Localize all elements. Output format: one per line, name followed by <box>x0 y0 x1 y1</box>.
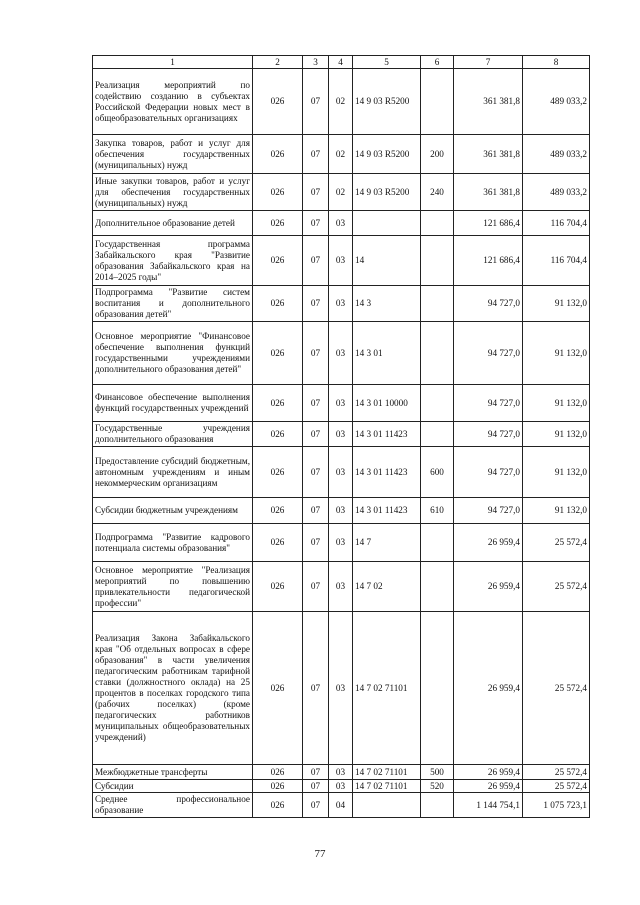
section-code: 07 <box>303 447 329 498</box>
row-name: Основное мероприятие "Реализация мероприятий по повышению привлекательности педагогической профессии" <box>93 562 253 612</box>
row-name: Субсидии <box>93 780 253 793</box>
row-name: Реализация мероприятий по содействию созданию в субъектах Российской Федерации новых мест в общеобразовательных организациях <box>93 69 253 135</box>
subsection-code: 03 <box>329 286 353 322</box>
row-name: Межбюджетные трансферты <box>93 765 253 780</box>
amount-year-2: 1 075 723,1 <box>523 793 590 818</box>
subsection-code: 03 <box>329 765 353 780</box>
table-row <box>93 236 590 286</box>
budget-table <box>92 55 590 818</box>
expense-type-code: 610 <box>421 498 454 524</box>
amount-year-2: 489 033,2 <box>523 135 590 174</box>
section-code: 07 <box>303 69 329 135</box>
target-article-code: 14 3 01 11423 <box>353 498 421 524</box>
expense-type-code: 600 <box>421 447 454 498</box>
expense-type-code <box>421 236 454 286</box>
target-article-code: 14 9 03 R5200 <box>353 69 421 135</box>
amount-year-2: 91 132,0 <box>523 286 590 322</box>
subsection-code: 02 <box>329 135 353 174</box>
subsection-code: 03 <box>329 385 353 422</box>
amount-year-2: 489 033,2 <box>523 174 590 211</box>
amount-year-1: 121 686,4 <box>454 211 523 236</box>
ministry-code: 026 <box>253 793 303 818</box>
table-row <box>93 562 590 612</box>
subsection-code: 03 <box>329 562 353 612</box>
target-article-code: 14 7 02 71101 <box>353 612 421 765</box>
ministry-code: 026 <box>253 322 303 385</box>
subsection-code: 02 <box>329 174 353 211</box>
amount-year-2: 91 132,0 <box>523 385 590 422</box>
expense-type-code: 520 <box>421 780 454 793</box>
amount-year-2: 116 704,4 <box>523 211 590 236</box>
section-code: 07 <box>303 322 329 385</box>
section-code: 07 <box>303 236 329 286</box>
target-article-code: 14 3 01 11423 <box>353 422 421 447</box>
amount-year-1: 94 727,0 <box>454 422 523 447</box>
amount-year-2: 91 132,0 <box>523 322 590 385</box>
amount-year-1: 26 959,4 <box>454 780 523 793</box>
subsection-code: 03 <box>329 524 353 562</box>
table-row <box>93 174 590 211</box>
section-code: 07 <box>303 562 329 612</box>
expense-type-code: 240 <box>421 174 454 211</box>
header-row <box>93 56 590 69</box>
ministry-code: 026 <box>253 562 303 612</box>
amount-year-2: 489 033,2 <box>523 69 590 135</box>
amount-year-1: 1 144 754,1 <box>454 793 523 818</box>
amount-year-2: 91 132,0 <box>523 422 590 447</box>
amount-year-1: 26 959,4 <box>454 562 523 612</box>
expense-type-code <box>421 211 454 236</box>
expense-type-code <box>421 524 454 562</box>
section-code: 07 <box>303 385 329 422</box>
row-name: Иные закупки товаров, работ и услуг для обеспечения государственных (муниципальных) нужд <box>93 174 253 211</box>
target-article-code: 14 7 02 71101 <box>353 780 421 793</box>
column-header: 7 <box>454 56 523 69</box>
amount-year-1: 94 727,0 <box>454 447 523 498</box>
page-number: 77 <box>314 848 326 860</box>
section-code: 07 <box>303 135 329 174</box>
amount-year-1: 26 959,4 <box>454 612 523 765</box>
subsection-code: 04 <box>329 793 353 818</box>
expense-type-code <box>421 562 454 612</box>
amount-year-1: 361 381,8 <box>454 69 523 135</box>
expense-type-code <box>421 69 454 135</box>
expense-type-code: 200 <box>421 135 454 174</box>
target-article-code: 14 7 02 <box>353 562 421 612</box>
amount-year-2: 25 572,4 <box>523 562 590 612</box>
expense-type-code <box>421 793 454 818</box>
table-row <box>93 498 590 524</box>
column-header: 6 <box>421 56 454 69</box>
expense-type-code <box>421 322 454 385</box>
ministry-code: 026 <box>253 498 303 524</box>
target-article-code <box>353 793 421 818</box>
amount-year-2: 25 572,4 <box>523 780 590 793</box>
ministry-code: 026 <box>253 612 303 765</box>
subsection-code: 03 <box>329 236 353 286</box>
amount-year-2: 91 132,0 <box>523 498 590 524</box>
row-name: Среднее профессиональное образование <box>93 793 253 818</box>
table-row <box>93 780 590 793</box>
amount-year-1: 26 959,4 <box>454 765 523 780</box>
subsection-code: 03 <box>329 322 353 385</box>
section-code: 07 <box>303 174 329 211</box>
ministry-code: 026 <box>253 286 303 322</box>
subsection-code: 03 <box>329 211 353 236</box>
expense-type-code <box>421 422 454 447</box>
amount-year-2: 91 132,0 <box>523 447 590 498</box>
column-header: 5 <box>353 56 421 69</box>
column-header: 3 <box>303 56 329 69</box>
row-name: Закупка товаров, работ и услуг для обеспечения государственных (муниципальных) нужд <box>93 135 253 174</box>
amount-year-2: 25 572,4 <box>523 765 590 780</box>
table-row <box>93 385 590 422</box>
expense-type-code <box>421 286 454 322</box>
subsection-code: 03 <box>329 780 353 793</box>
section-code: 07 <box>303 422 329 447</box>
table-row <box>93 322 590 385</box>
expense-type-code <box>421 385 454 422</box>
ministry-code: 026 <box>253 385 303 422</box>
ministry-code: 026 <box>253 135 303 174</box>
row-name: Подпрограмма "Развитие кадрового потенциала системы образования" <box>93 524 253 562</box>
row-name: Дополнительное образование детей <box>93 211 253 236</box>
section-code: 07 <box>303 211 329 236</box>
amount-year-1: 94 727,0 <box>454 322 523 385</box>
amount-year-1: 94 727,0 <box>454 286 523 322</box>
amount-year-2: 116 704,4 <box>523 236 590 286</box>
table-row <box>93 765 590 780</box>
ministry-code: 026 <box>253 69 303 135</box>
target-article-code <box>353 211 421 236</box>
section-code: 07 <box>303 780 329 793</box>
table-row <box>93 211 590 236</box>
row-name: Государственная программа Забайкальского края "Развитие образования Забайкальского края на 2014–2025 годы" <box>93 236 253 286</box>
target-article-code: 14 3 01 10000 <box>353 385 421 422</box>
ministry-code: 026 <box>253 174 303 211</box>
amount-year-2: 25 572,4 <box>523 524 590 562</box>
target-article-code: 14 3 <box>353 286 421 322</box>
amount-year-1: 361 381,8 <box>454 174 523 211</box>
amount-year-1: 94 727,0 <box>454 498 523 524</box>
amount-year-1: 94 727,0 <box>454 385 523 422</box>
table-row <box>93 422 590 447</box>
table-row <box>93 524 590 562</box>
table-row <box>93 612 590 765</box>
column-header: 2 <box>253 56 303 69</box>
ministry-code: 026 <box>253 524 303 562</box>
table-row <box>93 447 590 498</box>
row-name: Реализация Закона Забайкальского края "Об отдельных вопросах в сфере образования" в части увеличения педагогическим работникам тарифной ставки (должностного оклада) на 25 процентов в поселках городского типа (рабочих поселках) (кроме педагогических работников муниципальных общеобразовательных учреждений) <box>93 612 253 765</box>
table-row <box>93 135 590 174</box>
subsection-code: 03 <box>329 498 353 524</box>
expense-type-code <box>421 612 454 765</box>
section-code: 07 <box>303 498 329 524</box>
subsection-code: 03 <box>329 422 353 447</box>
subsection-code: 03 <box>329 612 353 765</box>
row-name: Государственные учреждения дополнительного образования <box>93 422 253 447</box>
table-row <box>93 69 590 135</box>
ministry-code: 026 <box>253 765 303 780</box>
ministry-code: 026 <box>253 211 303 236</box>
target-article-code: 14 <box>353 236 421 286</box>
table-body <box>93 69 590 818</box>
target-article-code: 14 3 01 <box>353 322 421 385</box>
section-code: 07 <box>303 524 329 562</box>
expense-type-code: 500 <box>421 765 454 780</box>
table-row <box>93 286 590 322</box>
target-article-code: 14 7 <box>353 524 421 562</box>
target-article-code: 14 3 01 11423 <box>353 447 421 498</box>
target-article-code: 14 7 02 71101 <box>353 765 421 780</box>
ministry-code: 026 <box>253 780 303 793</box>
section-code: 07 <box>303 793 329 818</box>
amount-year-1: 26 959,4 <box>454 524 523 562</box>
amount-year-2: 25 572,4 <box>523 612 590 765</box>
table-row <box>93 793 590 818</box>
ministry-code: 026 <box>253 447 303 498</box>
target-article-code: 14 9 03 R5200 <box>353 135 421 174</box>
subsection-code: 03 <box>329 447 353 498</box>
row-name: Подпрограмма "Развитие систем воспитания и дополнительного образования детей" <box>93 286 253 322</box>
target-article-code: 14 9 03 R5200 <box>353 174 421 211</box>
ministry-code: 026 <box>253 422 303 447</box>
row-name: Предоставление субсидий бюджетным, автономным учреждениям и иным некоммерческим организациям <box>93 447 253 498</box>
ministry-code: 026 <box>253 236 303 286</box>
amount-year-1: 121 686,4 <box>454 236 523 286</box>
subsection-code: 02 <box>329 69 353 135</box>
row-name: Основное мероприятие "Финансовое обеспечение выполнения функций государственными учреждениями дополнительного образования детей" <box>93 322 253 385</box>
section-code: 07 <box>303 765 329 780</box>
column-header: 4 <box>329 56 353 69</box>
section-code: 07 <box>303 286 329 322</box>
row-name: Финансовое обеспечение выполнения функций государственных учреждений <box>93 385 253 422</box>
amount-year-1: 361 381,8 <box>454 135 523 174</box>
column-header: 8 <box>523 56 590 69</box>
section-code: 07 <box>303 612 329 765</box>
row-name: Субсидии бюджетным учреждениям <box>93 498 253 524</box>
column-header: 1 <box>93 56 253 69</box>
